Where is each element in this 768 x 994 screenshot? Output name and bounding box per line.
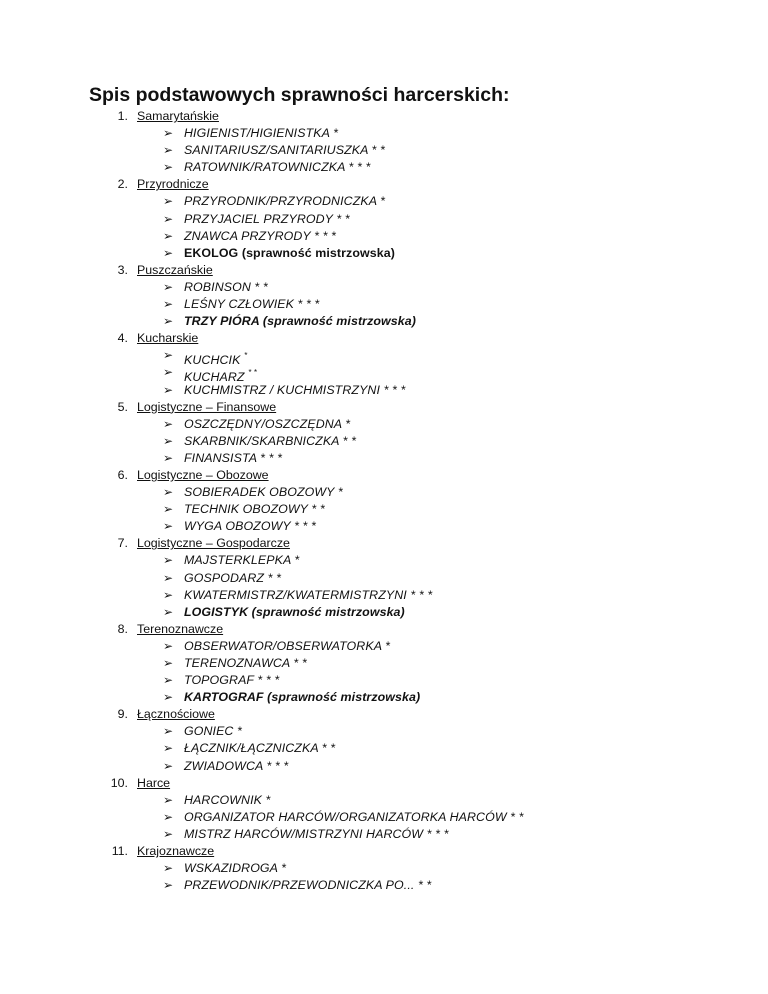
skill-name: OSZCZĘDNY/OSZCZĘDNA * [184,416,351,431]
list-item [0,382,768,399]
skill-name: SKARBNIK/SKARBNICZKA * * [184,433,357,448]
skill-name: OBSERWATOR/OBSERWATORKA * [184,638,391,653]
arrow-bullet-icon: ➢ [163,245,174,260]
category-number: 9. [117,707,128,722]
list-item [0,552,768,569]
list-item [0,245,768,262]
skill-label [184,792,270,809]
category-row [0,775,768,792]
arrow-bullet-icon: ➢ [163,826,174,841]
list-item [0,433,768,450]
category-number: 11. [111,844,128,859]
skill-name: LOGISTYK (sprawność mistrzowska) [184,604,405,619]
skill-name: EKOLOG (sprawność mistrzowska) [184,245,395,260]
arrow-bullet-icon: ➢ [163,433,174,448]
arrow-bullet-icon: ➢ [163,553,174,568]
skill-name: WSKAZIDROGA * [184,861,287,876]
skill-name: PRZEWODNIK/PRZEWODNICZKA PO... * * [184,878,432,893]
skill-label [184,570,281,587]
master-skill-label [184,313,416,330]
arrow-bullet-icon: ➢ [163,450,174,465]
category-row [0,706,768,723]
skill-label [184,758,288,775]
category-number: 6. [117,467,128,482]
arrow-bullet-icon: ➢ [163,314,174,329]
skill-name: ORGANIZATOR HARCÓW/ORGANIZATORKA HARCÓW * * [184,809,524,824]
arrow-bullet-icon: ➢ [163,126,174,141]
skill-name: KUCHCIK [184,353,241,368]
arrow-bullet-icon: ➢ [163,365,174,380]
arrow-bullet-icon: ➢ [163,878,174,893]
arrow-bullet-icon: ➢ [163,587,174,602]
skill-label [184,552,299,569]
list-item [0,211,768,228]
page-title: Spis podstawowych sprawności harcerskich: [89,84,510,106]
category-name: Kucharskie [137,331,199,346]
arrow-bullet-icon: ➢ [163,570,174,585]
category-name: Logistyczne – Obozowe [137,467,269,482]
skill-label [184,740,335,757]
category-name: Terenoznawcze [137,621,224,636]
list-item [0,296,768,313]
category-row [0,262,768,279]
list-item [0,877,768,894]
skill-label [184,450,282,467]
list-item [0,501,768,518]
list-item [0,484,768,501]
skill-label [184,382,405,399]
arrow-bullet-icon: ➢ [163,348,174,363]
skill-name: KARTOGRAF (sprawność mistrzowska) [184,690,421,705]
category-name: Logistyczne – Gospodarcze [137,536,290,551]
category-row [0,176,768,193]
list-item [0,587,768,604]
skill-label [184,279,268,296]
category-row [0,535,768,552]
category-row [0,399,768,416]
skill-name: TRZY PIÓRA (sprawność mistrzowska) [184,314,416,329]
list-item [0,228,768,245]
arrow-bullet-icon: ➢ [163,502,174,517]
category-row [0,330,768,347]
arrow-bullet-icon: ➢ [163,690,174,705]
skill-label [184,655,307,672]
list-item [0,672,768,689]
skill-name: WYGA OBOZOWY * * * [184,519,316,534]
skill-stars: * [244,351,248,361]
skill-stars: * * [248,368,257,378]
arrow-bullet-icon: ➢ [163,194,174,209]
skill-name: HIGIENIST/HIGIENISTKA * [184,126,338,141]
arrow-bullet-icon: ➢ [163,211,174,226]
arrow-bullet-icon: ➢ [163,861,174,876]
skill-name: ŁĄCZNIK/ŁĄCZNICZKA * * [184,741,336,756]
arrow-bullet-icon: ➢ [163,160,174,175]
list-item [0,364,768,385]
master-skill-label [184,245,395,262]
arrow-bullet-icon: ➢ [163,228,174,243]
master-skill-label [184,689,420,706]
list-item [0,313,768,330]
skills-list [0,108,768,894]
category-name: Łącznościowe [137,707,215,722]
arrow-bullet-icon: ➢ [163,416,174,431]
skill-name: RATOWNIK/RATOWNICZKA * * * [184,160,371,175]
list-item [0,809,768,826]
category-number: 8. [117,621,128,636]
arrow-bullet-icon: ➢ [163,604,174,619]
skill-label [184,193,385,210]
category-number: 4. [117,331,128,346]
skill-name: KUCHMISTRZ / KUCHMISTRZYNI * * * [184,382,406,397]
skill-label [184,228,336,245]
category-row [0,467,768,484]
skill-name: KUCHARZ [184,370,245,385]
list-item [0,570,768,587]
list-item [0,655,768,672]
category-name: Krajoznawcze [137,844,215,859]
skill-name: SANITARIUSZ/SANITARIUSZKA * * [184,143,385,158]
list-item [0,689,768,706]
master-skill-label [184,604,405,621]
list-item [0,826,768,843]
list-item [0,860,768,877]
category-row [0,621,768,638]
category-name: Harce [137,775,171,790]
arrow-bullet-icon: ➢ [163,673,174,688]
skill-name: MAJSTERKLEPKA * [184,553,300,568]
skill-name: SOBIERADEK OBOZOWY * [184,485,343,500]
arrow-bullet-icon: ➢ [163,485,174,500]
skill-label [184,860,286,877]
arrow-bullet-icon: ➢ [163,656,174,670]
skill-label [184,518,316,535]
skill-name: HARCOWNIK * [184,792,271,807]
skill-label [184,587,432,604]
category-name: Puszczańskie [137,262,213,277]
arrow-bullet-icon: ➢ [163,758,174,773]
list-item [0,758,768,775]
category-number: 10. [110,775,128,790]
skill-label [184,484,343,501]
skill-label [184,142,385,159]
category-number: 1. [117,109,128,123]
arrow-bullet-icon: ➢ [163,792,174,807]
arrow-bullet-icon: ➢ [163,741,174,756]
category-name: Przyrodnicze [137,177,209,192]
skill-name: LEŚNY CZŁOWIEK * * * [184,297,320,312]
category-row [0,108,768,125]
skill-name: FINANSISTA * * * [184,450,282,465]
arrow-bullet-icon: ➢ [163,809,174,824]
arrow-bullet-icon: ➢ [163,519,174,534]
skill-label [184,416,350,433]
skill-name: GOSPODARZ * * [184,570,282,585]
skill-name: TOPOGRAF * * * [184,673,280,688]
skill-label [184,125,338,142]
arrow-bullet-icon: ➢ [163,297,174,312]
skill-label [184,809,524,826]
category-number: 5. [117,399,128,414]
list-item [0,723,768,740]
skill-name: KWATERMISTRZ/KWATERMISTRZYNI * * * [184,587,433,602]
arrow-bullet-icon: ➢ [163,724,174,739]
arrow-bullet-icon: ➢ [163,143,174,158]
arrow-bullet-icon: ➢ [163,382,174,397]
skill-label [184,211,350,228]
skill-label [184,826,449,843]
skill-name: ROBINSON * * [184,279,268,294]
skill-name: TERENOZNAWCA * * [184,656,307,670]
list-item [0,792,768,809]
skill-name: ZWIADOWCA * * * [184,758,289,773]
skill-label [184,723,242,740]
list-item [0,604,768,621]
category-number: 7. [117,536,128,551]
category-name: Logistyczne – Finansowe [137,399,277,414]
arrow-bullet-icon: ➢ [163,638,174,653]
list-item [0,450,768,467]
list-item [0,638,768,655]
list-item [0,518,768,535]
skill-label [184,159,370,176]
skill-label [184,501,325,518]
category-row [0,843,768,860]
skill-name: TECHNIK OBOZOWY * * [184,502,325,517]
skill-name: MISTRZ HARCÓW/MISTRZYNI HARCÓW * * * [184,826,449,841]
skill-label [184,638,390,655]
list-item [0,279,768,296]
skill-label [184,296,319,313]
list-item [0,159,768,176]
skill-name: PRZYRODNIK/PRZYRODNICZKA * [184,194,386,209]
skill-label [184,877,431,894]
list-item [0,125,768,142]
skill-name: ZNAWCA PRZYRODY * * * [184,228,336,243]
category-name: Samarytańskie [137,109,219,123]
list-item [0,347,768,368]
list-item [0,193,768,210]
skill-name: PRZYJACIEL PRZYRODY * * [184,211,350,226]
arrow-bullet-icon: ➢ [163,279,174,294]
category-number: 3. [117,262,128,277]
list-item [0,740,768,757]
skill-name: GONIEC * [184,724,242,739]
skill-label [184,433,356,450]
category-number: 2. [117,177,128,192]
list-item [0,416,768,433]
skill-label [184,672,279,689]
list-item [0,142,768,159]
